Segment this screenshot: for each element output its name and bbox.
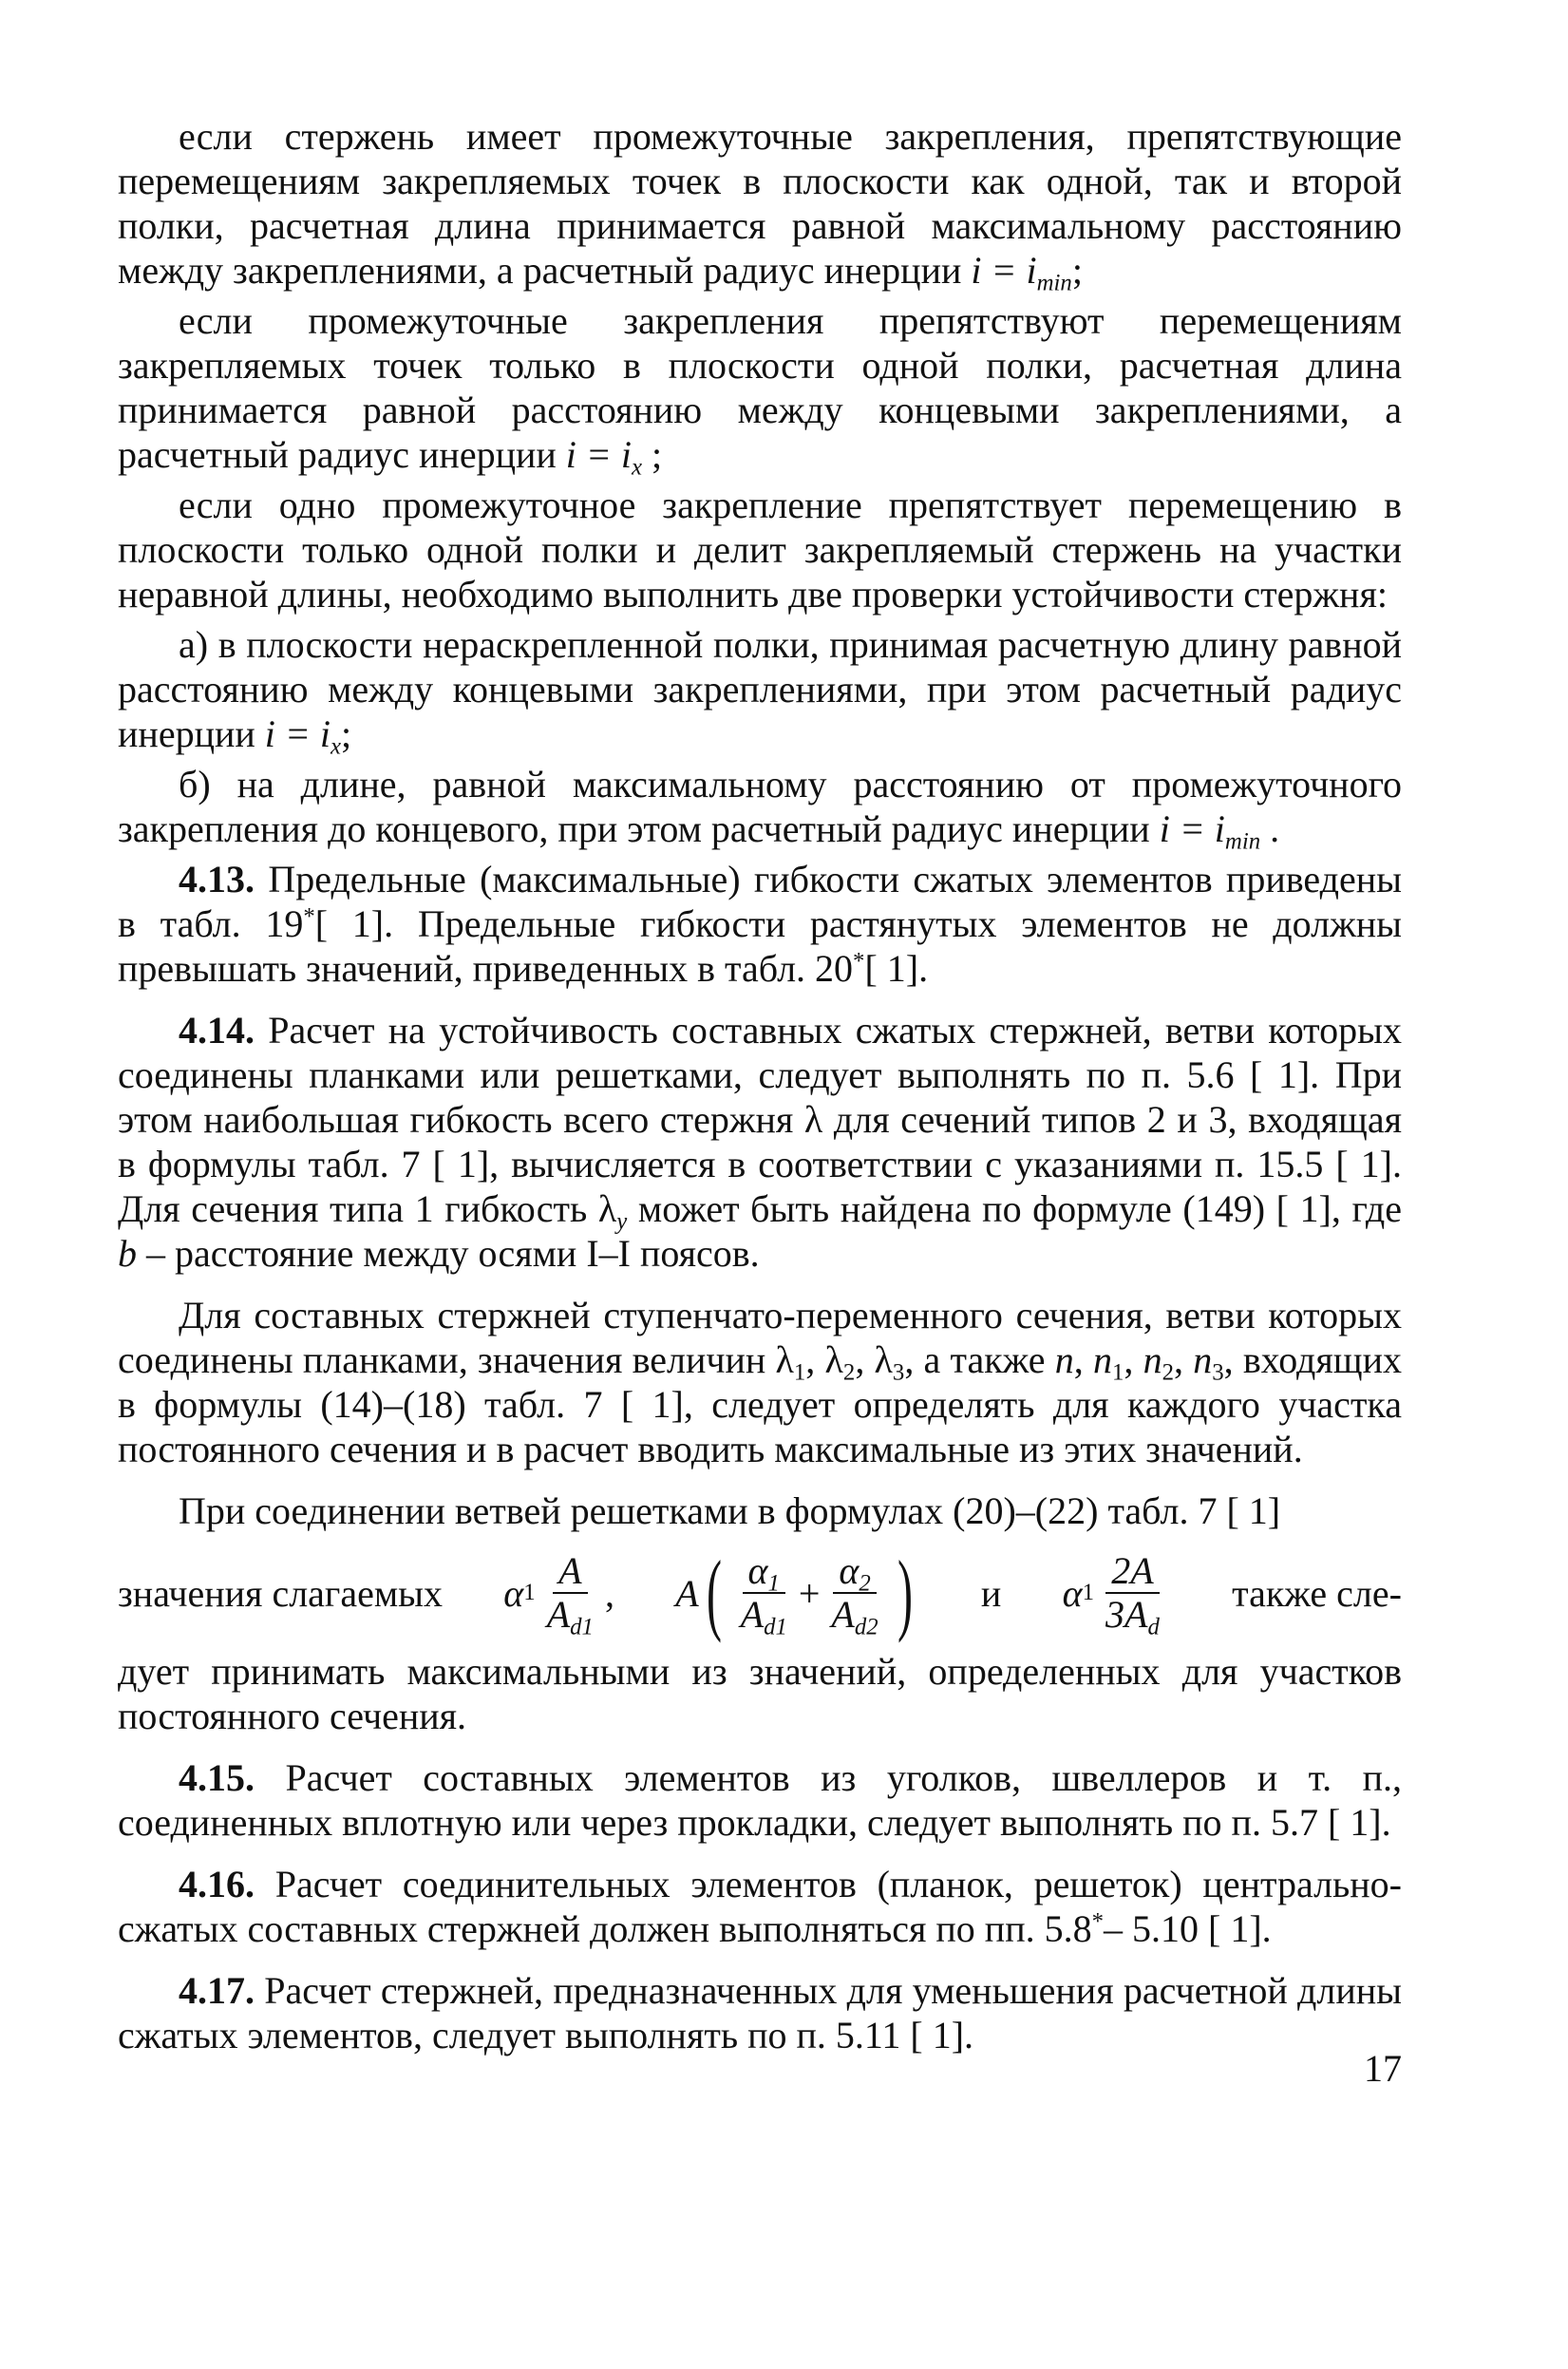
section-number: 4.14.: [179, 1009, 255, 1052]
right-parenthesis: ): [897, 1542, 913, 1643]
fraction-alpha2-over-ad2: $\frac{\alpha_2}{A_{d2}}$: [831, 1549, 878, 1640]
section-4-17: 4.17. Расчет стержней, предназначенных для уменьшения расчетной длины сжатых элементов, следует выполнять по п. 5.11 [ 1].: [118, 1969, 1403, 2056]
section-4-13: 4.13. Предельные (максимальные) гибкости сжатых элементов приведены в табл. 19*[ 1]. Предельные гибкости растянутых элементов не должны превышать значений, приведенных в табл. 20*[ 1].: [118, 858, 1403, 990]
section-number: 4.16.: [179, 1863, 255, 1905]
fraction-2a-over-3ad: $\frac{2A}{3A_d}$: [1105, 1549, 1160, 1640]
paragraph-lattice-connection: При соединении ветвей решетками в формулах (20)–(22) табл. 7 [ 1]: [179, 1489, 1281, 1532]
formula-terms-row: значения слагаемых α 1 $\frac{A}{A_{d1}}$ , A ( $\frac{\alpha_1}{A_{d1}}$ + $\frac{\alpha_2}{A_{d2}}$ ) и α 1 $\frac{2A}{3A_d}$ также сле-: [118, 1542, 1402, 1643]
section-number: 4.15.: [179, 1756, 255, 1799]
section-4-15: 4.15. Расчет составных элементов из уголков, швеллеров и т. п., соединенных вплотную или через прокладки, следует выполнять по п. 5.7 [ 1].: [118, 1756, 1402, 1844]
paragraph-intermediate-fixings-one-flange: если промежуточные закрепления препятствуют перемещениям закрепляемых точек только в плоскости одной полки, расчетная длина принимается равной расстоянию между концевыми закреплениями, а расчетный радиус инерции $i = i_x$ ;: [118, 299, 1402, 481]
section-number: 4.13.: [179, 858, 255, 900]
formula-i-min: $i = i_{min}$: [1159, 807, 1261, 855]
paragraph-stepped-section: Для составных стержней ступенчато-переменного сечения, ветви которых соединены планками, значения величин $\lambda_1$, $\lambda_2$, $\lambda_3$, а также n, $n_1$, $n_2$, $n_3$, входящих в формулы (14)–(18) табл. 7 [ 1], следует определять для каждого участка постоянного сечения и в расчет вводить максимальные из этих значений.: [118, 1294, 1403, 1470]
section-4-14: 4.14. Расчет на устойчивость составных сжатых стержней, ветви которых соединены планками или решетками, следует выполнять по п. 5.6 [ 1]. При этом наибольшая гибкость всего стержня λ для сечений типов 2 и 3, входящая в формулы табл. 7 [ 1], вычисляется в соответствии с указаниями п. 15.5 [ 1]. Для сечения типа 1 гибкость $\lambda_y$ может быть найдена по формуле (149) [ 1], где b – расстояние между осями I–I поясов.: [118, 1009, 1402, 1275]
fraction-a-over-ad1: $\frac{A}{A_{d1}}$: [546, 1549, 594, 1640]
left-parenthesis: (: [706, 1542, 722, 1643]
paragraph-single-intermediate-fixing: если одно промежуточное закрепление препятствует перемещению в плоскости только одной полки и делит закрепляемый стержень на участки неравной длины, необходимо выполнить две проверки устойчивости стержня:: [118, 483, 1402, 616]
formula-i-min: $i = i_{min}$: [971, 249, 1072, 296]
fraction-alpha1-over-ad1: $\frac{\alpha_1}{A_{d1}}$: [740, 1549, 787, 1640]
formula-i-x: $i = i_x$: [565, 433, 643, 481]
paragraph-check-a: а) в плоскости нераскрепленной полки, принимая расчетную длину равной расстоянию между концевыми закреплениями, при этом расчетный радиус инерции $i = i_x$;: [118, 623, 1402, 760]
formula-term-1: α 1 $\frac{A}{A_{d1}}$ ,: [503, 1549, 614, 1640]
paragraph-lattice-connection-end: дует принимать максимальными из значений, определенных для участков постоянного сечения.: [118, 1650, 1402, 1737]
formula-term-3: α 1 $\frac{2A}{3A_d}$: [1063, 1550, 1171, 1636]
paragraph-intermediate-fixings-both-flanges: если стержень имеет промежуточные закрепления, препятствующие перемещениям закрепляемых точек в плоскости как одной, так и второй полки, расчетная длина принимается равной максимальному расстоянию между закреплениями, а расчетный радиус инерции $i = i_{min}$;: [118, 115, 1402, 296]
section-4-16: 4.16. Расчет соединительных элементов (планок, решеток) центрально-сжатых составных стержней должен выполняться по пп. 5.8*– 5.10 [ 1].: [118, 1863, 1402, 1950]
section-number: 4.17.: [179, 1969, 255, 2012]
paragraph-check-b: б) на длине, равной максимальному расстоянию от промежуточного закрепления до концевого, при этом расчетный радиус инерции $i = i_{min}$ .: [118, 763, 1402, 855]
page-number: 17: [1364, 2047, 1402, 2090]
formula-i-x: $i = i_x$: [264, 712, 342, 760]
document-page: [118, 114, 1402, 2063]
formula-term-2: A ( $\frac{\alpha_1}{A_{d1}}$ + $\frac{\alpha_2}{A_{d2}}$ ): [675, 1542, 913, 1643]
